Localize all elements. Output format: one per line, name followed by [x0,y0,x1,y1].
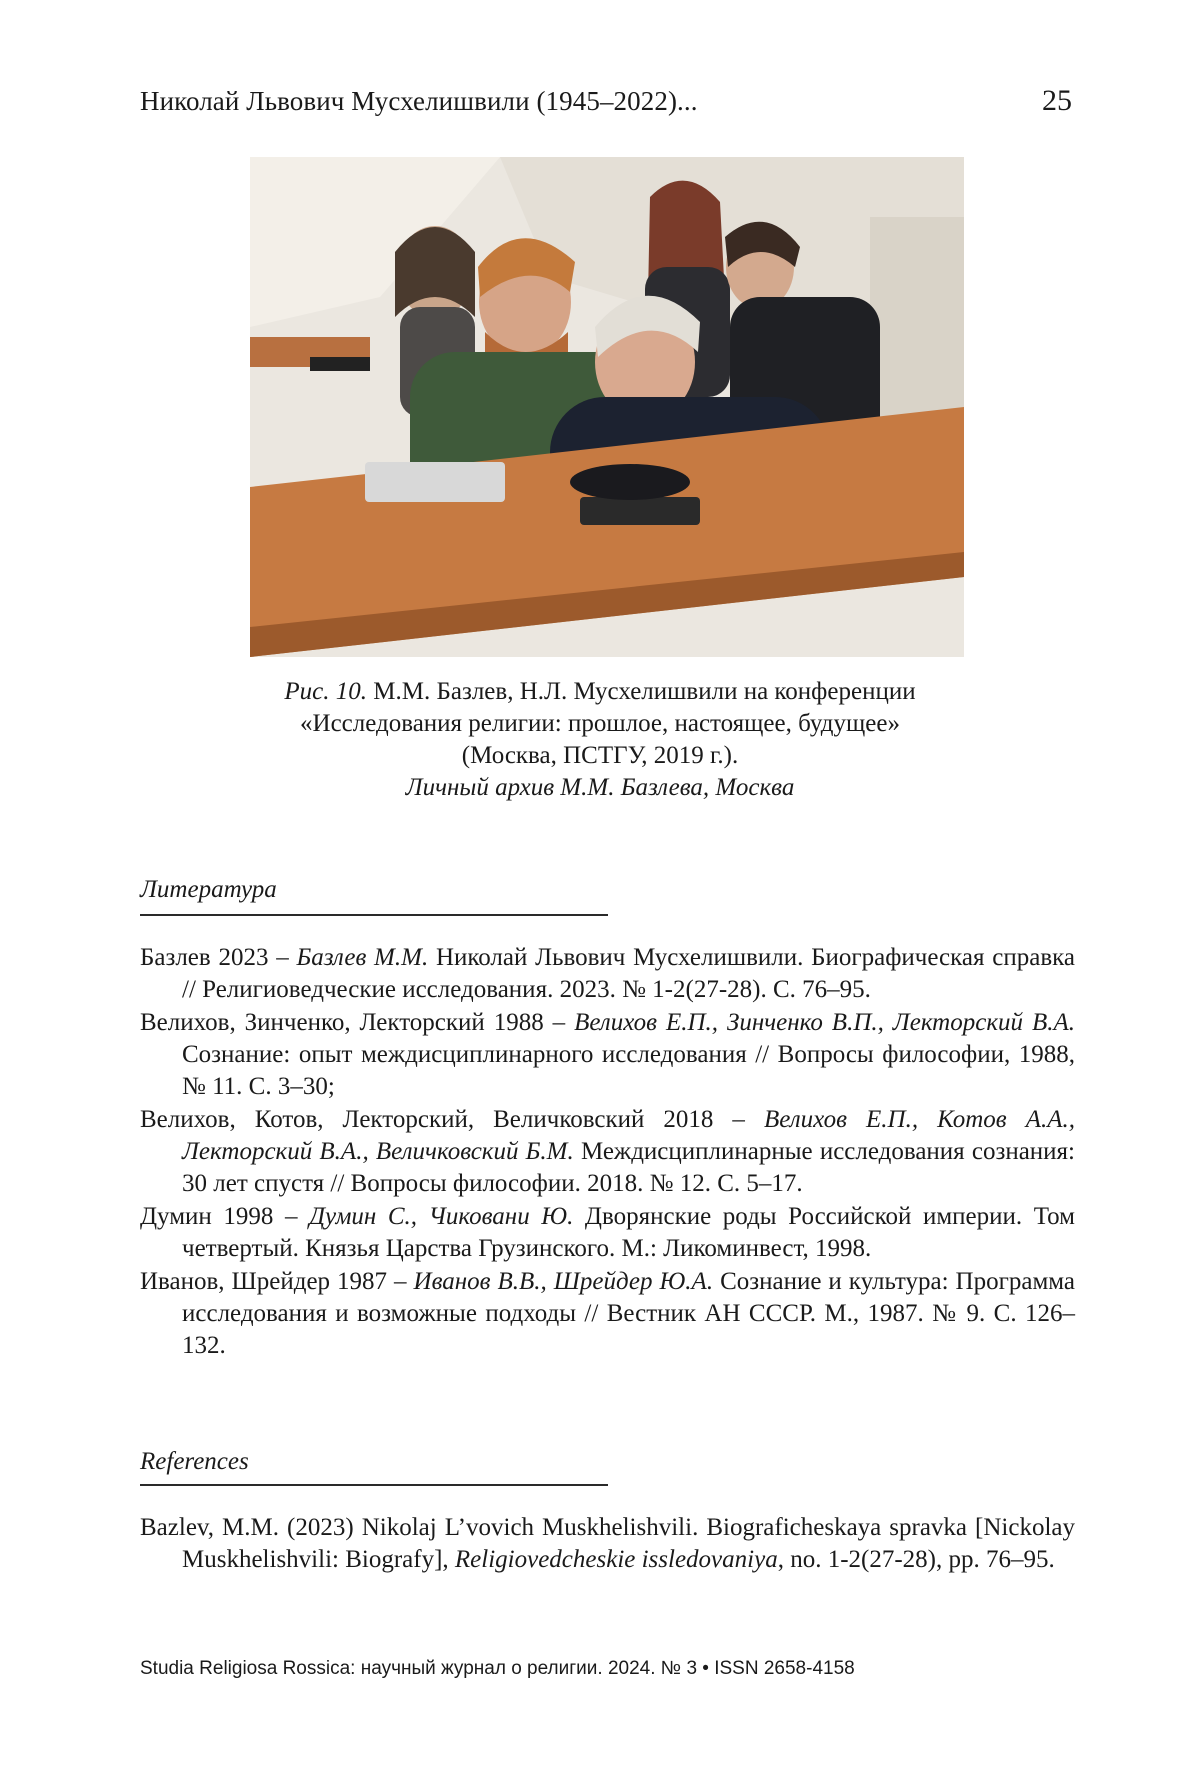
ref-key: Иванов, Шрейдер 1987 – [140,1268,414,1295]
ref-rest: Сознание и культура: Программа исследования и возможные подходы // Вестник АН СССР. М., 1987. № 9. С. 126–132. [182,1268,1076,1359]
reference-item [140,1512,1075,1576]
figure-photo [250,157,964,657]
figure-caption [160,676,1040,804]
caption-line-3: (Москва, ПСТГУ, 2019 г.). [461,742,739,769]
literature-list [140,942,1075,1363]
ref-key: Думин 1998 – [140,1203,310,1230]
caption-line-1 [160,676,1040,708]
page-number: 25 [1042,84,1072,117]
ref-authors: Иванов В.В., Шрейдер Ю.А. [413,1268,714,1295]
caption-source: Личный архив М.М. Базлева, Москва [405,774,795,801]
ref-rest: Дворянские роды Российской империи. Том четвертый. Князья Царства Грузинского. М.: Ликоминвест, 1998. [182,1203,1075,1262]
references-rule [140,1484,608,1486]
literature-item [140,942,1075,1006]
journal-footer: Studia Religiosa Rossica: научный журнал о религии. 2024. № 3 • ISSN 2658-4158 [140,1658,855,1679]
conference-photo-illustration [250,157,964,657]
running-title: Николай Львович Мусхелишвили (1945–2022)... [140,86,698,116]
references-list [140,1512,1075,1577]
literature-item [140,1266,1075,1362]
ref-authors: Базлев М.М. [296,944,429,971]
literature-heading: Литература [140,876,277,903]
references-heading: References [140,1448,249,1475]
ref-key: Велихов, Зинченко, Лекторский 1988 – [140,1009,575,1036]
literature-item [140,1104,1075,1200]
literature-item [140,1007,1075,1103]
ref-rest: Николай Львович Мусхелишвили. Биографическая справка // Религиоведческие исследования. 2023. № 1-2(27-28). С. 76–95. [182,944,1076,1003]
ref-authors: Велихов Е.П., Котов А.А., Лекторский В.А., Величковский Б.М. [182,1106,1075,1165]
ref-authors: Думин С., Чиковани Ю. [309,1203,574,1230]
caption-line-2: «Исследования религии: прошлое, настоящее, будущее» [300,710,900,737]
ref-rest: Сознание: опыт междисциплинарного исследования // Вопросы философии, 1988, № 11. С. 3–30; [182,1041,1075,1100]
ref-key: Базлев 2023 – [140,944,297,971]
ref-rest: Междисциплинарные исследования сознания: 30 лет спустя // Вопросы философии. 2018. № 12. С. 5–17. [182,1138,1076,1197]
literature-item [140,1201,1075,1265]
ref-journal: Religiovedcheskie issledovaniya [454,1546,778,1573]
figure-label: Рис. 10. [284,678,368,705]
ref-text: Bazlev, M.M. (2023) Nikolaj L’vovich Muskhelishvili. Biograficheskaya spravka [Nickolay Muskhelishvili: Biografy], [140,1514,1075,1573]
caption-text-1: М.М. Базлев, Н.Л. Мусхелишвили на конференции [367,678,916,705]
ref-authors: Велихов Е.П., Зинченко В.П., Лекторский В.А. [574,1009,1075,1036]
ref-rest: , no. 1-2(27-28), pp. 76–95. [777,1546,1055,1573]
ref-key: Велихов, Котов, Лекторский, Величковский 2018 – [140,1106,764,1133]
literature-rule [140,914,608,916]
